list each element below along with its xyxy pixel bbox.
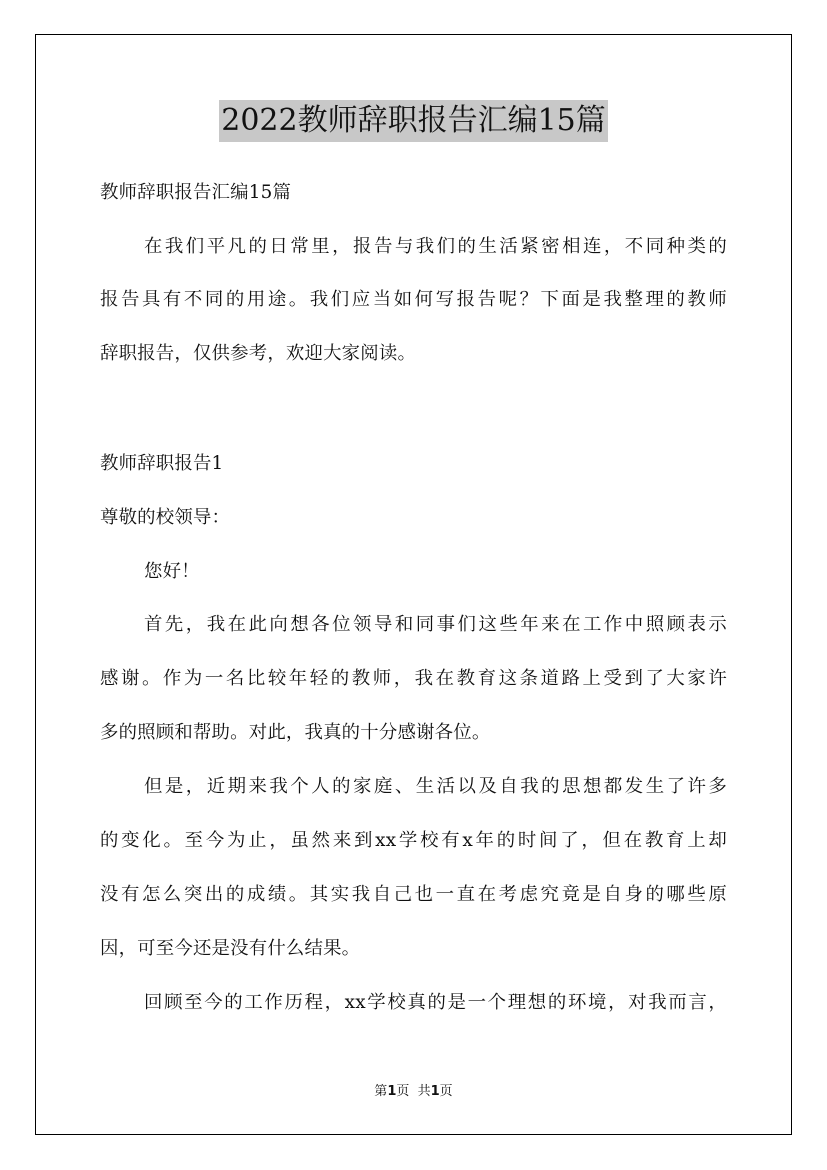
- intro-line-2: 报告具有不同的用途。我们应当如何写报告呢？下面是我整理的教师: [100, 289, 727, 310]
- footer-page-total: 1: [430, 1084, 440, 1099]
- greeting: 您好！: [144, 561, 200, 582]
- paragraph2-line-2: 的变化。至今为止，虽然来到xx学校有x年的时间了，但在教育上却: [100, 830, 727, 851]
- intro-line-1: 在我们平凡的日常里，报告与我们的生活紧密相连，不同种类的: [144, 236, 727, 257]
- paragraph1-line-1: 首先，我在此向想各位领导和同事们这些年来在工作中照顾表示: [144, 614, 727, 635]
- paragraph2-line-3: 没有怎么突出的成绩。其实我自己也一直在考虑究竟是自身的哪些原: [100, 884, 727, 905]
- intro-line-3: 辞职报告，仅供参考，欢迎大家阅读。: [100, 343, 417, 364]
- footer-page-prefix: 第: [374, 1084, 388, 1099]
- footer-page-mid: 页 共: [396, 1084, 431, 1099]
- paragraph1-line-3: 多的照顾和帮助。对此，我真的十分感谢各位。: [100, 722, 491, 743]
- section-heading: 教师辞职报告1: [100, 453, 224, 474]
- document-title-text: 2022教师辞职报告汇编15篇: [219, 100, 608, 142]
- page-footer: [0, 1083, 827, 1101]
- document-title: [0, 100, 827, 142]
- document-subtitle: 教师辞职报告汇编15篇: [100, 182, 292, 203]
- paragraph2-line-4: 因，可至今还是没有什么结果。: [100, 938, 361, 959]
- salutation: 尊敬的校领导：: [100, 507, 231, 528]
- paragraph2-line-1: 但是，近期来我个人的家庭、生活以及自我的思想都发生了许多: [144, 776, 727, 797]
- footer-page-current: 1: [387, 1084, 397, 1099]
- paragraph1-line-2: 感谢。作为一名比较年轻的教师，我在教育这条道路上受到了大家许: [100, 668, 727, 689]
- footer-page-suffix: 页: [439, 1084, 453, 1099]
- paragraph3-line-1: 回顾至今的工作历程，xx学校真的是一个理想的环境，对我而言，: [144, 992, 727, 1013]
